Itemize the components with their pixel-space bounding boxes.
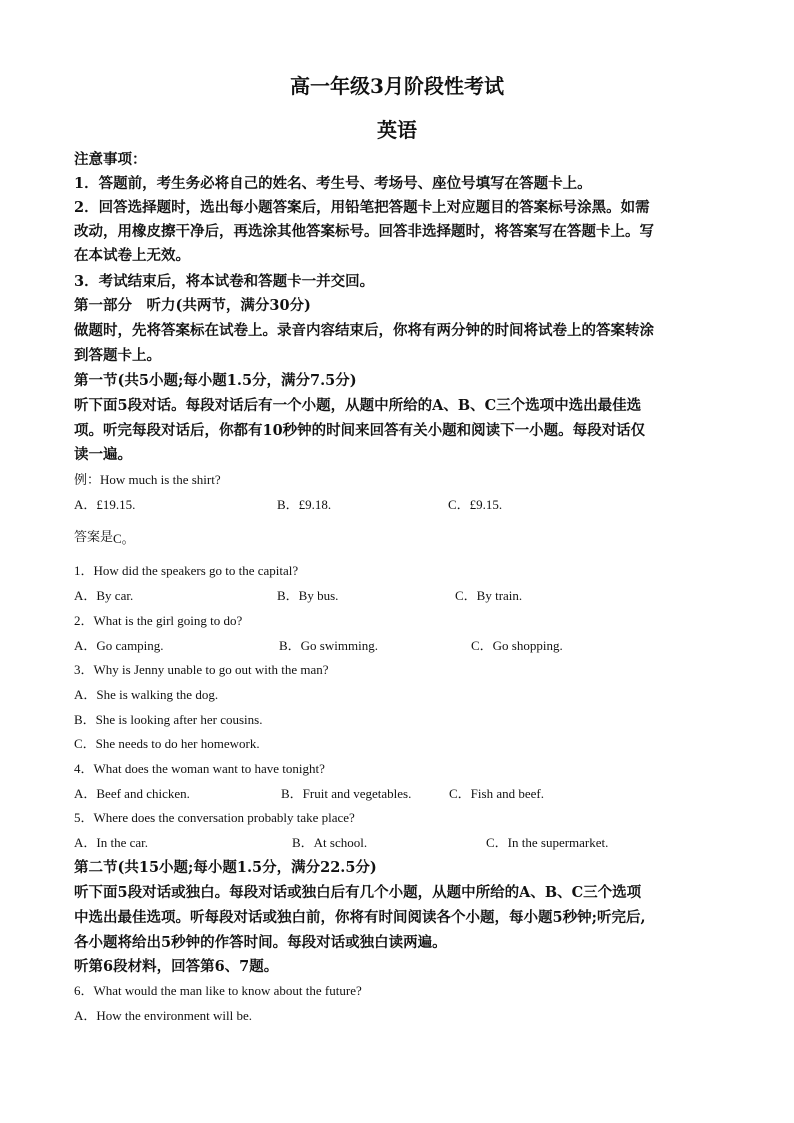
question-5-option-a: A．In the car. <box>74 835 149 850</box>
question-2-option-a: A．Go camping. <box>74 638 164 653</box>
notice-item-2-line-3: 在本试卷上无效。 <box>74 247 190 264</box>
section1-heading: 第一节(共5小题;每小题1.5分，满分7.5分) <box>74 372 357 389</box>
exam-subject: 英语 <box>377 118 417 142</box>
example-option-a: A．£19.15. <box>74 497 136 512</box>
section1-instruction-line-1: 听下面5段对话。每段对话后有一个小题，从题中所给的A、B、C三个选项中选出最佳选 <box>74 397 642 414</box>
section2-instruction-line-3: 各小题将给出5秒钟的作答时间。每段对话或独白读两遍。 <box>74 934 447 951</box>
question-1-option-b: B．By bus. <box>277 588 339 603</box>
exam-title: 高一年级3月阶段性考试 <box>290 74 504 98</box>
notice-heading: 注意事项： <box>74 151 147 168</box>
question-1-option-a: A．By car. <box>74 588 134 603</box>
notice-item-2-line-1: 2．回答选择题时，选出每小题答案后，用铅笔把答题卡上对应题目的答案标号涂黑。如需 <box>74 199 650 216</box>
section1-instruction-line-3: 读一遍。 <box>74 446 132 463</box>
material-6-heading: 听第6段材料，回答第6、7题。 <box>74 958 279 975</box>
notice-item-1: 1．答题前，考生务必将自己的姓名、考生号、考场号、座位号填写在答题卡上。 <box>74 175 592 192</box>
part1-instruction-line-1: 做题时，先将答案标在试卷上。录音内容结束后，你将有两分钟的时间将试卷上的答案转涂 <box>74 322 654 339</box>
question-2-stem: 2．What is the girl going to do? <box>74 613 243 628</box>
example-option-b: B．£9.18. <box>277 497 332 512</box>
example-answer-prefix: 答案是 <box>74 529 114 544</box>
question-2-option-c: C．Go shopping. <box>471 638 563 653</box>
question-4-stem: 4．What does the woman want to have tonight? <box>74 761 325 776</box>
notice-item-3: 3．考试结束后，将本试卷和答题卡一并交回。 <box>74 273 375 290</box>
question-6-option-a: A．How the environment will be. <box>74 1008 252 1023</box>
section2-heading: 第二节(共15小题;每小题1.5分，满分22.5分) <box>74 859 377 876</box>
question-1-option-c: C．By train. <box>455 588 523 603</box>
question-4-option-a: A．Beef and chicken. <box>74 786 190 801</box>
question-5-stem: 5．Where does the conversation probably take place? <box>74 810 355 825</box>
question-2-option-b: B．Go swimming. <box>279 638 378 653</box>
question-6-stem: 6．What would the man like to know about the future? <box>74 983 362 998</box>
example-answer <box>74 526 135 545</box>
section1-instruction-line-2: 项。听完每段对话后，你都有10秒钟的时间来回答有关小题和阅读下一小题。每段对话仅 <box>74 422 646 439</box>
question-1-stem: 1．How did the speakers go to the capital? <box>74 563 299 578</box>
question-4-option-b: B．Fruit and vegetables. <box>281 786 412 801</box>
section2-instruction-line-2: 中选出最佳选项。听每段对话或独白前，你将有时间阅读各个小题，每小题5秒钟;听完后, <box>74 909 646 926</box>
part1-instruction-line-2: 到答题卡上。 <box>74 347 161 364</box>
notice-item-2-line-2: 改动，用橡皮擦干净后，再选涂其他答案标号。回答非选择题时，将答案写在答题卡上。写 <box>74 223 654 240</box>
question-4-option-c: C．Fish and beef. <box>449 786 544 801</box>
section2-instruction-line-1: 听下面5段对话或独白。每段对话或独白后有几个小题，从题中所给的A、B、C三个选项 <box>74 884 642 901</box>
question-5-option-b: B．At school. <box>292 835 368 850</box>
part1-heading: 第一部分 听力(共两节，满分30分) <box>74 297 311 314</box>
example-option-c: C．£9.15. <box>448 497 503 512</box>
example-question: 例：How much is the shirt? <box>74 472 221 487</box>
question-3-option-a: A．She is walking the dog. <box>74 687 219 702</box>
question-3-stem: 3．Why is Jenny unable to go out with the man? <box>74 662 329 677</box>
question-3-option-c: C．She needs to do her homework. <box>74 736 260 751</box>
example-answer-value: C。 <box>113 531 135 546</box>
question-3-option-b: B．She is looking after her cousins. <box>74 712 263 727</box>
question-5-option-c: C．In the supermarket. <box>486 835 609 850</box>
